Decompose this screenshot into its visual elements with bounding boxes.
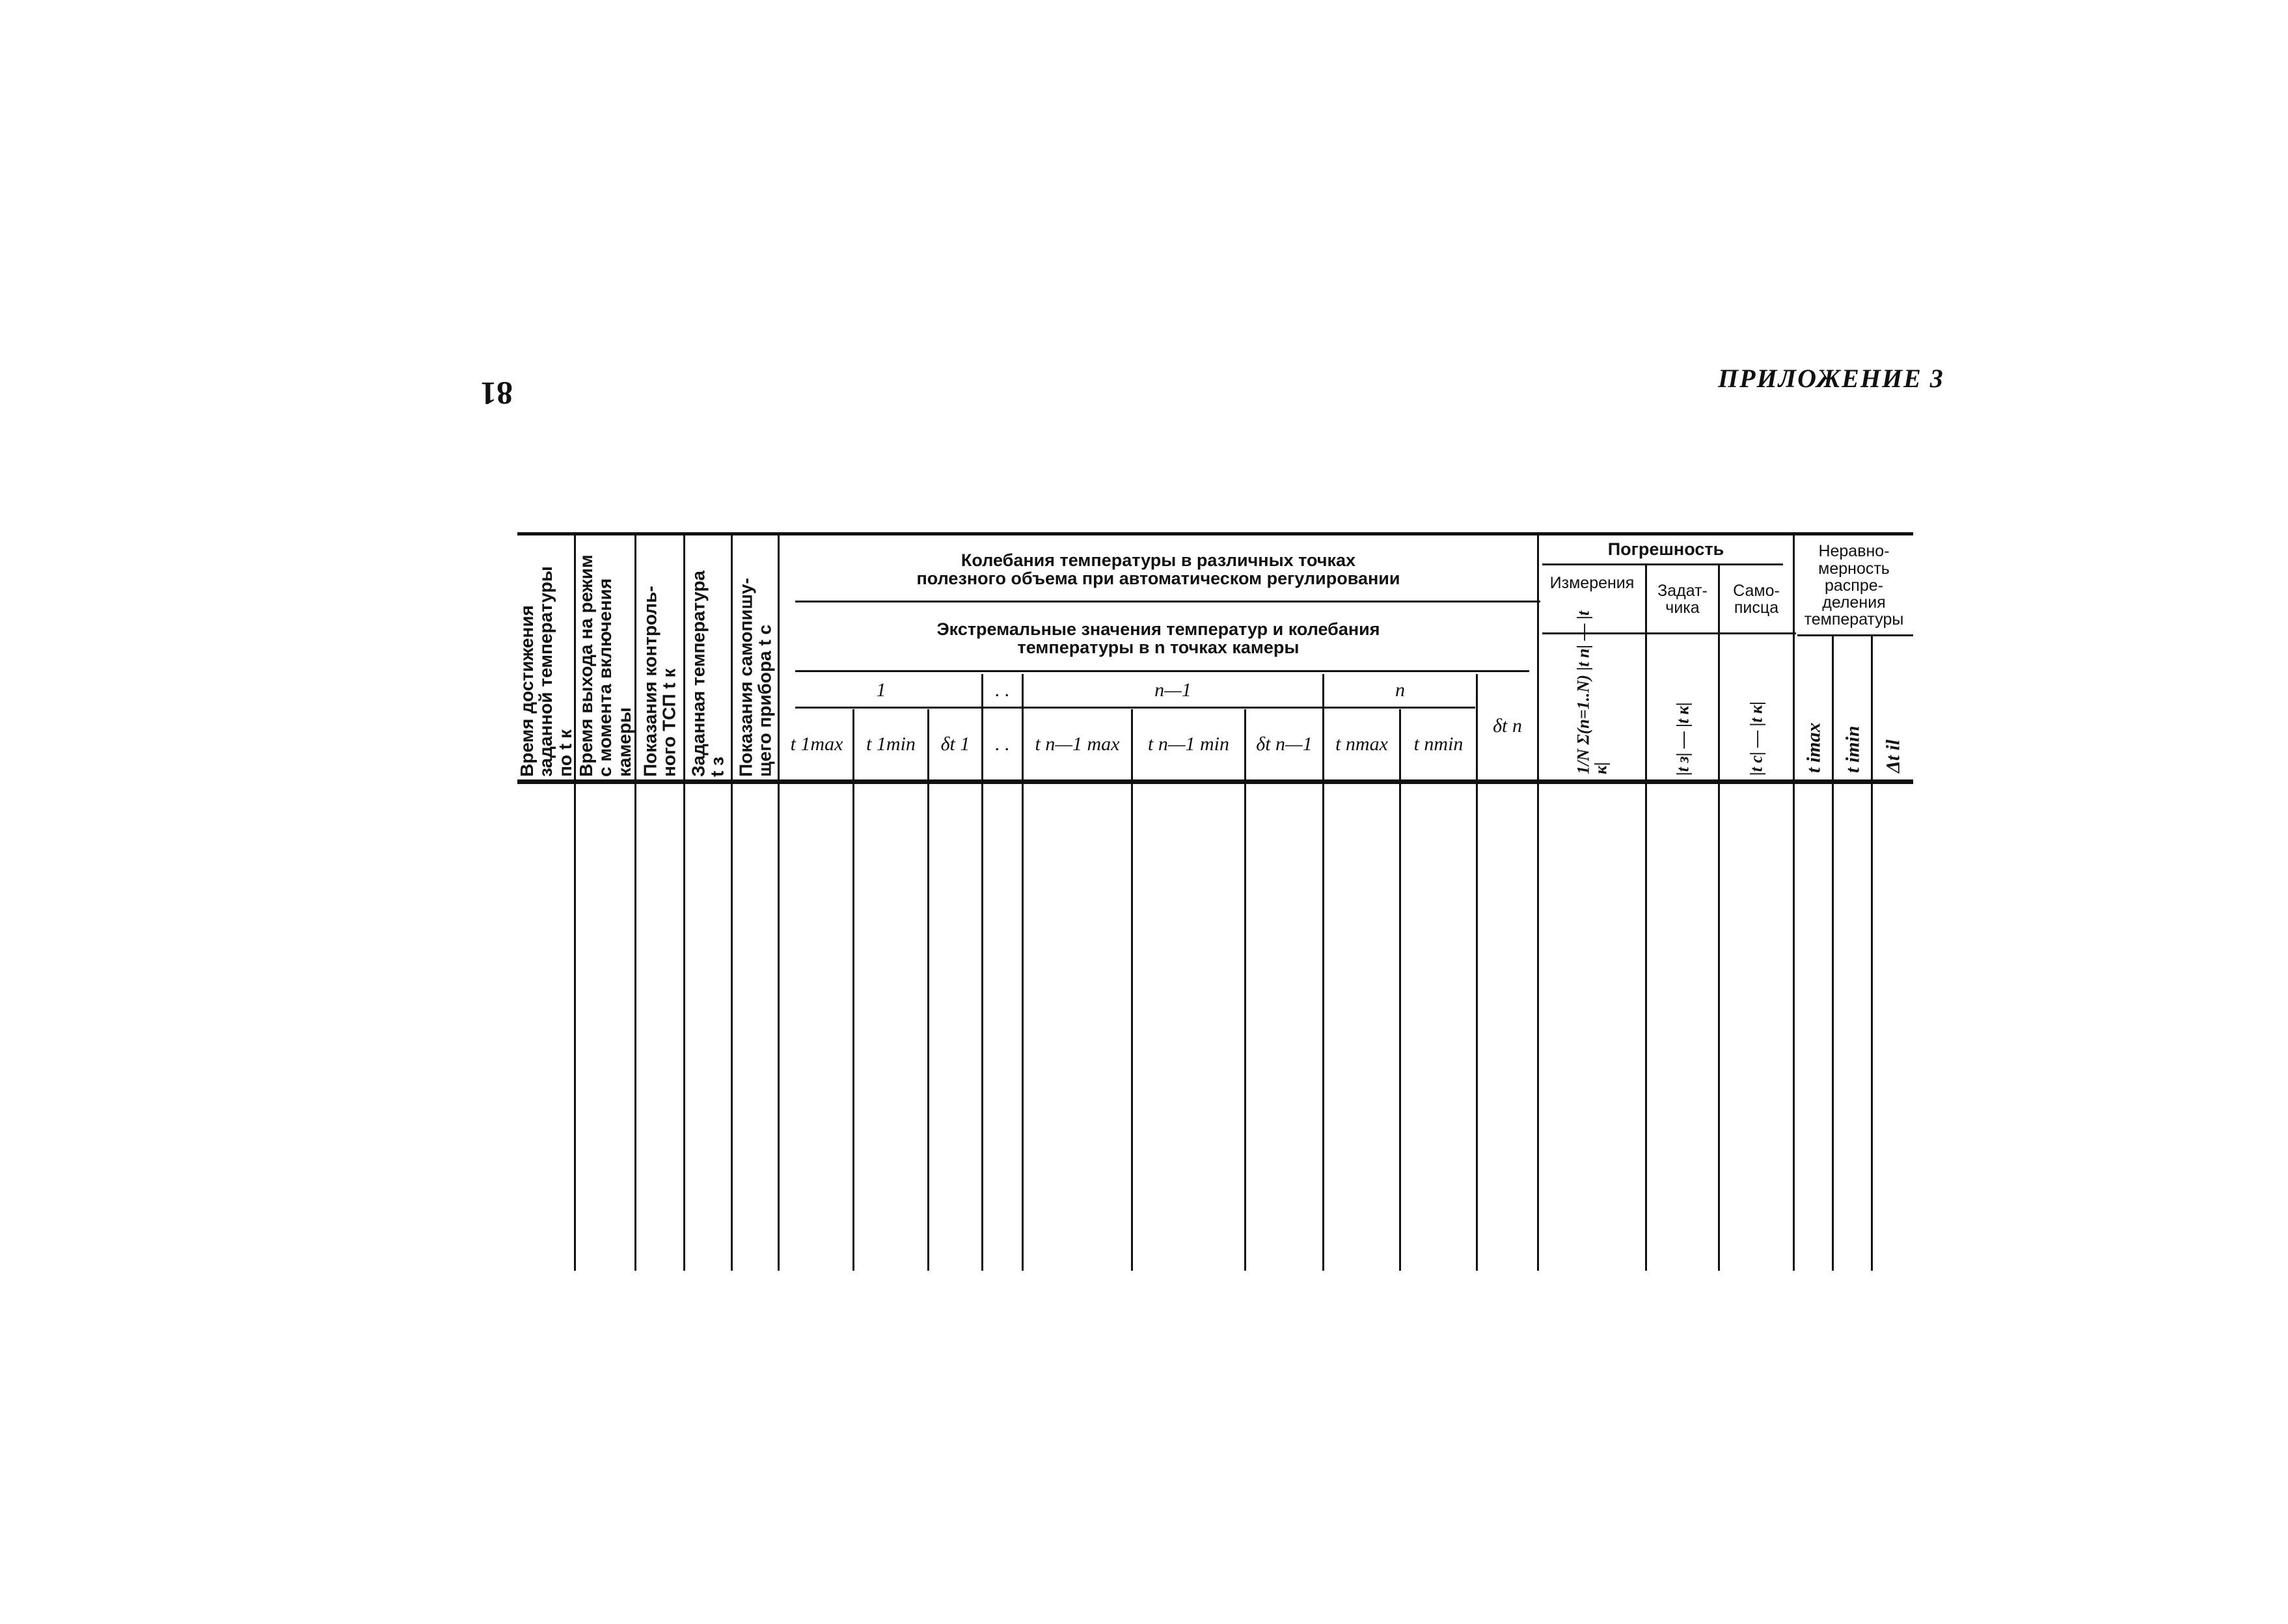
header-time-to-temperature: Время достижения заданной температуры по t к [516, 566, 575, 777]
col-line [1244, 709, 1246, 1271]
header-error-group: Погрешность [1607, 539, 1724, 560]
header-tn1-max: t n—1 max [1035, 733, 1120, 755]
header-point-ellipsis: . . [995, 679, 1010, 701]
header-tn-min: t nmin [1413, 733, 1464, 755]
col-line [634, 535, 636, 1271]
header-ti-min: t imin [1841, 725, 1863, 773]
header-error-setter: Задат- чика [1657, 581, 1708, 617]
header-delta-ti: Δt il [1882, 739, 1904, 773]
header-set-temperature: Заданная температура t з [688, 570, 728, 777]
col-line [731, 535, 733, 1271]
col-line [1131, 709, 1133, 1271]
header-error-recorder-formula: |t с| — |t к| [1747, 701, 1766, 776]
header-point-n: n [1395, 679, 1405, 701]
nonuniformity-rule [1797, 634, 1913, 636]
header-t1-min: t 1min [866, 733, 916, 755]
header-error-recorder: Само- писца [1733, 581, 1780, 617]
col-line [927, 709, 929, 1271]
header-control-tsp-reading: Показания контроль- ного ТСП t к [640, 586, 679, 777]
col-line [852, 709, 854, 1271]
header-point-1: 1 [876, 679, 886, 701]
header-error-measurement-formula: 1/N Σ(n=1..N) |t n| — |t к| [1573, 610, 1611, 774]
header-time-to-mode: Время выхода на режим с момента включения камеры [575, 554, 634, 777]
col-line [778, 535, 780, 1271]
header-nonuniformity-group: Неравно- мерность распре- деления температуры [1804, 542, 1904, 629]
header-delta-tn1: δt n—1 [1256, 733, 1313, 755]
header-recorder-reading: Показания самопишу- щего прибора t с [735, 578, 775, 777]
header-tn1-min: t n—1 min [1147, 733, 1229, 755]
header-delta-tn: δt n [1493, 715, 1522, 737]
header-ti-max: t imax [1802, 722, 1824, 773]
header-oscillation-group: Колебания температуры в различных точках полезного объема при автоматическом регулировании [916, 550, 1400, 588]
header-error-setter-formula: |t з| — |t к| [1672, 702, 1692, 776]
header-point-n-minus-1: n—1 [1154, 679, 1192, 701]
header-extremes-group: Экстремальные значения температур и колебания температуры в n точках камеры [936, 619, 1380, 657]
page-number: 81 [480, 375, 513, 412]
header-ellipsis: . . [995, 733, 1010, 755]
header-tn-max: t nmax [1335, 733, 1388, 755]
header-bottom-rule [517, 779, 1913, 784]
point-group-rule [795, 707, 1475, 709]
header-t1-max: t 1max [790, 733, 843, 755]
col-line [1399, 709, 1401, 1271]
header-error-measurement: Измерения [1549, 573, 1635, 592]
oscillation-rule [795, 601, 1540, 602]
error-group-rule [1542, 563, 1783, 565]
col-line [683, 535, 685, 1271]
appendix-title: ПРИЛОЖЕНИЕ 3 [1718, 364, 1944, 393]
header-delta-t1: δt 1 [940, 733, 970, 755]
extremes-rule [795, 670, 1529, 672]
